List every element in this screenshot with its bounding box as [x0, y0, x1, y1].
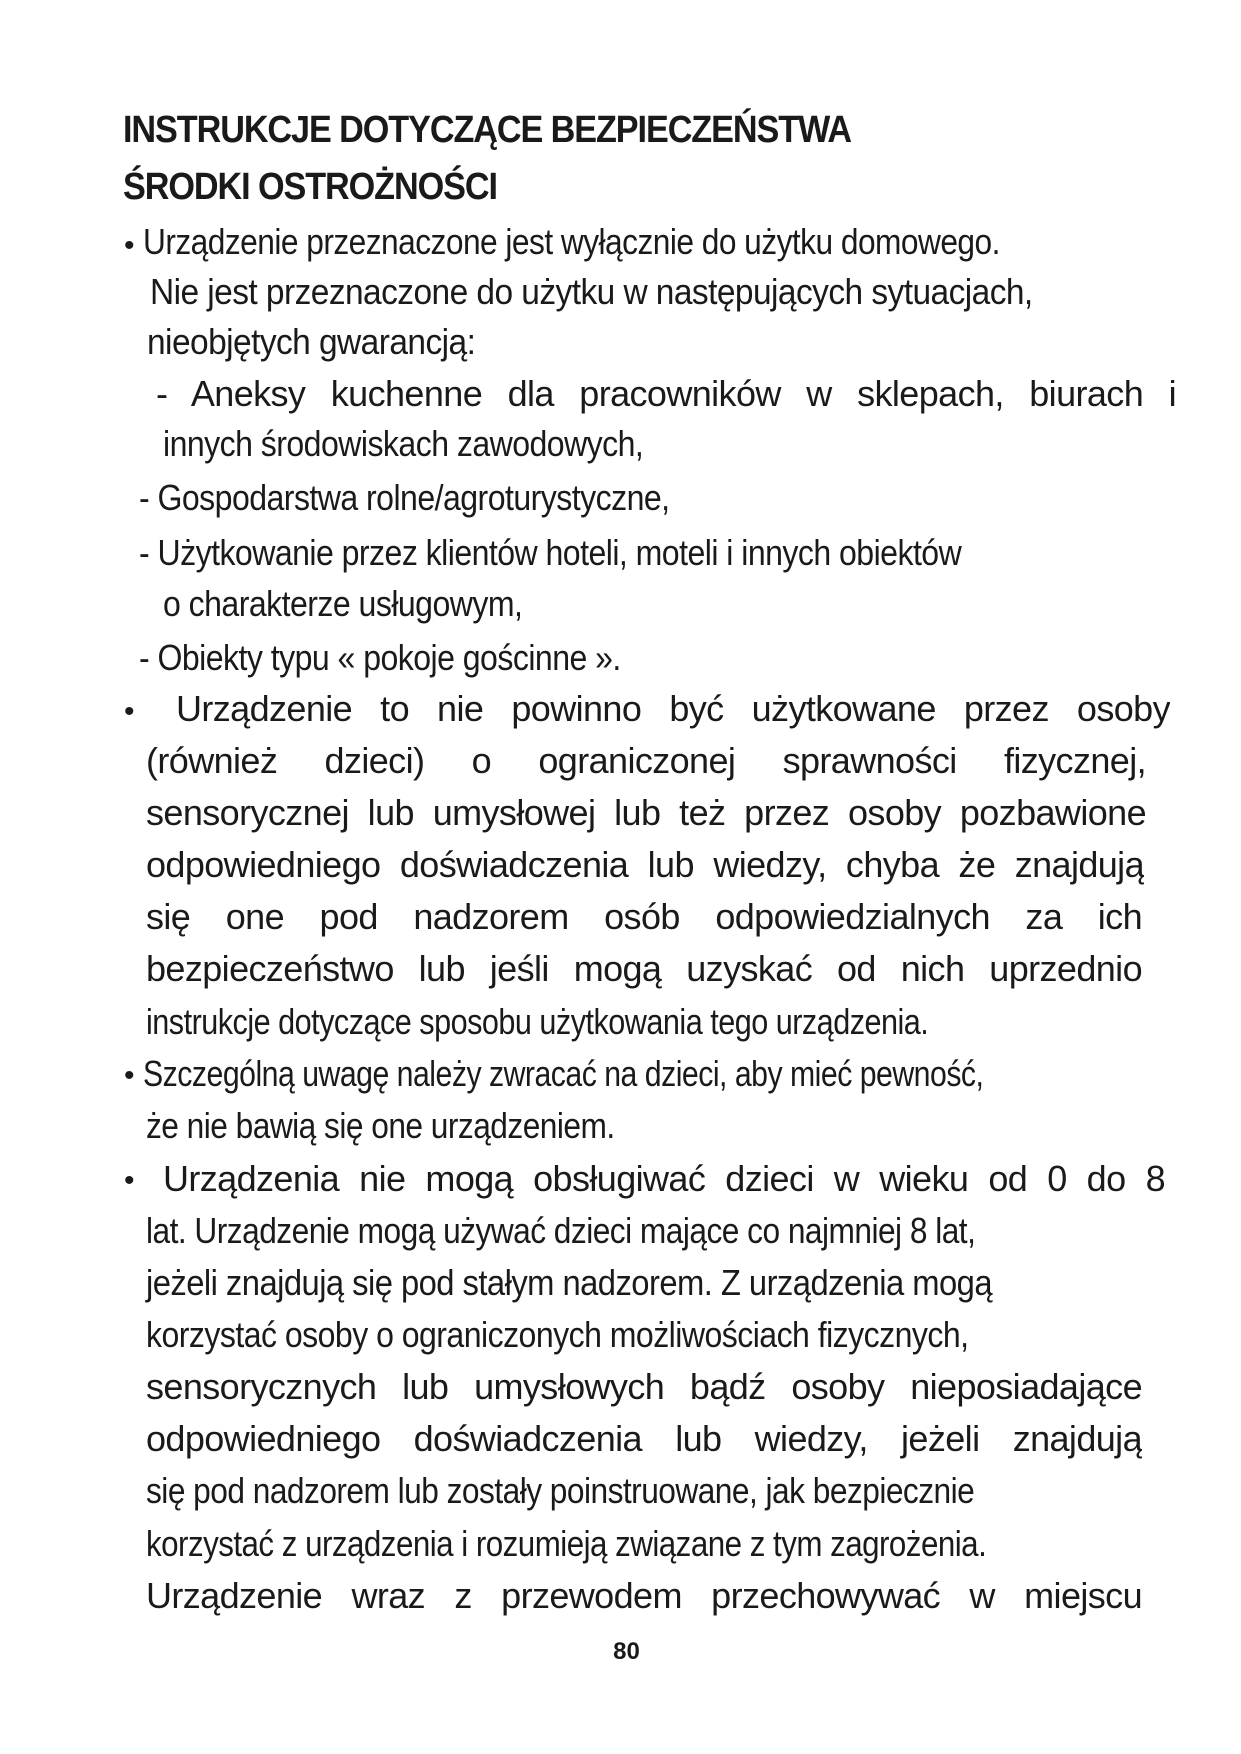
paragraph-line: Urządzenie to nie powinno być użytkowane przez osoby — [176, 691, 1170, 729]
paragraph-line: innych środowiskach zawodowych, — [163, 423, 644, 464]
paragraph-line: Urządzenia nie mogą obsługiwać dzieci w wieku od 0 do 8 — [163, 1161, 1165, 1199]
paragraph-line: korzystać osoby o ograniczonych możliwościach fizycznych, — [146, 1314, 969, 1355]
paragraph-line: sensorycznych lub umysłowych bądź osoby nieposiadające — [146, 1369, 1142, 1407]
bullet-marker: • — [124, 695, 135, 728]
paragraph-line: lat. Urządzenie mogą używać dzieci mające co najmniej 8 lat, — [146, 1210, 976, 1251]
list-sub-item: - Obiekty typu « pokoje gościnne ». — [139, 637, 621, 678]
list-sub-item: - Użytkowanie przez klientów hoteli, moteli i innych obiektów — [139, 532, 962, 573]
paragraph-line: bezpieczeństwo lub jeśli mogą uzyskać od nich uprzednio — [146, 951, 1142, 989]
paragraph-line: nieobjętych gwarancją: — [147, 321, 476, 362]
paragraph-line: się one pod nadzorem osób odpowiedzialnych za ich — [146, 899, 1142, 937]
paragraph-line: instrukcje dotyczące sposobu użytkowania tego urządzenia. — [146, 1001, 929, 1042]
bullet-marker: • — [124, 229, 135, 262]
paragraph-line: Urządzenie wraz z przewodem przechowywać w miejscu — [146, 1578, 1142, 1616]
bullet-marker: • — [124, 1164, 135, 1197]
paragraph-line: sensorycznej lub umysłowej lub też przez osoby pozbawione — [146, 795, 1146, 833]
list-sub-item: - Gospodarstwa rolne/agroturystyczne, — [139, 477, 670, 518]
list-sub-item: - Aneksy kuchenne dla pracowników w sklepach, biurach i — [156, 376, 1176, 414]
paragraph-line: Urządzenie przeznaczone jest wyłącznie do użytku domowego. — [143, 221, 1000, 262]
paragraph-line: korzystać z urządzenia i rozumieją związane z tym zagrożenia. — [146, 1523, 987, 1564]
paragraph-line: odpowiedniego doświadczenia lub wiedzy, jeżeli znajdują — [146, 1421, 1142, 1459]
bullet-marker: • — [124, 1059, 135, 1092]
paragraph-line: odpowiedniego doświadczenia lub wiedzy, chyba że znajdują — [146, 847, 1144, 885]
paragraph-line: (również dzieci) o ograniczonej sprawności fizycznej, — [146, 743, 1146, 781]
paragraph-line: się pod nadzorem lub zostały poinstruowane, jak bezpiecznie — [146, 1470, 975, 1511]
paragraph-line: o charakterze usługowym, — [163, 583, 523, 624]
paragraph-line: Szczególną uwagę należy zwracać na dzieci, aby mieć pewność, — [143, 1053, 984, 1094]
paragraph-line: Nie jest przeznaczone do użytku w następujących sytuacjach, — [150, 271, 1033, 312]
paragraph-line: że nie bawią się one urządzeniem. — [146, 1105, 615, 1146]
paragraph-line: jeżeli znajdują się pod stałym nadzorem. Z urządzenia mogą — [146, 1262, 993, 1303]
section-title: INSTRUKCJE DOTYCZĄCE BEZPIECZEŃSTWA — [123, 109, 851, 151]
page-number: 80 — [613, 1638, 640, 1665]
section-subtitle: ŚRODKI OSTROŻNOŚCI — [123, 166, 497, 208]
